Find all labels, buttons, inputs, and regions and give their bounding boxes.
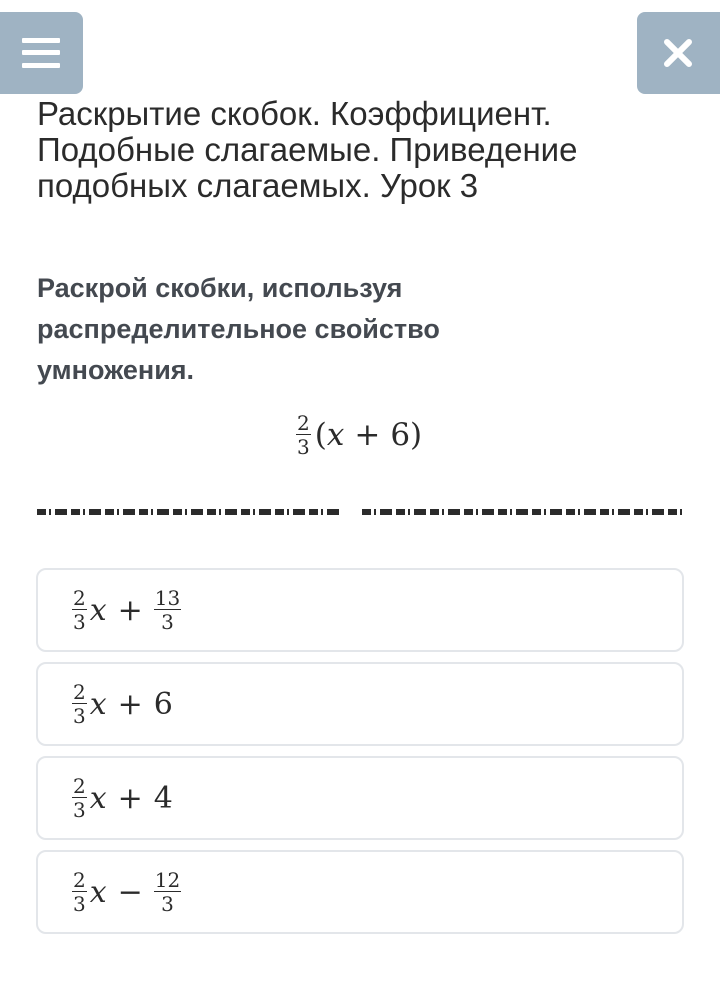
option-expression <box>72 664 173 744</box>
fraction-denominator: 3 <box>73 704 86 728</box>
question-line: Раскрой скобки, используя <box>37 273 403 303</box>
question-text <box>37 268 657 391</box>
answer-options <box>36 568 684 944</box>
fraction-numerator: 2 <box>73 586 86 610</box>
hamburger-menu-icon <box>22 38 60 68</box>
lesson-title-line: подобных слагаемых. Урок 3 <box>37 167 479 204</box>
fraction-numerator: 12 <box>154 868 181 892</box>
answer-option[interactable] <box>36 756 684 840</box>
coefficient-fraction <box>72 588 87 632</box>
constant: 4 <box>153 780 173 816</box>
option-expression <box>72 570 184 650</box>
variable: x <box>89 592 107 628</box>
fraction-denominator: 3 <box>73 892 86 916</box>
coefficient-fraction <box>72 870 87 914</box>
coefficient-fraction <box>72 682 87 726</box>
variable: x <box>89 780 107 816</box>
lesson-title <box>37 96 687 204</box>
term-fraction <box>154 870 181 914</box>
fraction-numerator: 2 <box>73 680 86 704</box>
variable: x <box>89 686 107 722</box>
constant: 6 <box>153 686 173 722</box>
menu-button[interactable] <box>0 12 83 94</box>
answer-option[interactable] <box>36 850 684 934</box>
option-expression <box>72 852 184 932</box>
coefficient-fraction <box>72 776 87 820</box>
fraction-denominator: 3 <box>161 892 174 916</box>
question-expression <box>296 406 422 464</box>
answer-option[interactable] <box>36 568 684 652</box>
close-button[interactable] <box>637 12 720 94</box>
term-fraction <box>154 588 181 632</box>
option-expression <box>72 758 173 838</box>
fraction-denominator: 3 <box>73 610 86 634</box>
fraction-numerator: 2 <box>73 774 86 798</box>
fraction-numerator: 2 <box>73 868 86 892</box>
constant: 6 <box>390 417 411 453</box>
fraction-denominator: 3 <box>73 798 86 822</box>
answer-drop-line <box>37 509 683 515</box>
fraction-numerator: 13 <box>154 586 181 610</box>
operator: + <box>117 686 143 722</box>
question-line: распределительное свойство <box>37 314 440 344</box>
answer-line-segment <box>362 509 683 515</box>
answer-line-segment <box>37 509 343 515</box>
operator: − <box>117 874 143 910</box>
question-line: умножения. <box>37 355 195 385</box>
variable: x <box>326 417 345 453</box>
operator: + <box>117 780 143 816</box>
coefficient-fraction <box>296 413 311 457</box>
close-icon <box>663 38 693 68</box>
lesson-title-line: Подобные слагаемые. Приведение <box>37 131 578 168</box>
operator: + <box>354 417 381 453</box>
close-paren: ) <box>410 417 423 453</box>
operator: + <box>117 592 143 628</box>
fraction-denominator: 3 <box>161 610 174 634</box>
fraction-numerator: 2 <box>297 411 310 435</box>
answer-option[interactable] <box>36 662 684 746</box>
variable: x <box>89 874 107 910</box>
fraction-denominator: 3 <box>297 435 310 459</box>
open-paren: ( <box>314 417 327 453</box>
lesson-title-line: Раскрытие скобок. Коэффициент. <box>37 95 552 132</box>
